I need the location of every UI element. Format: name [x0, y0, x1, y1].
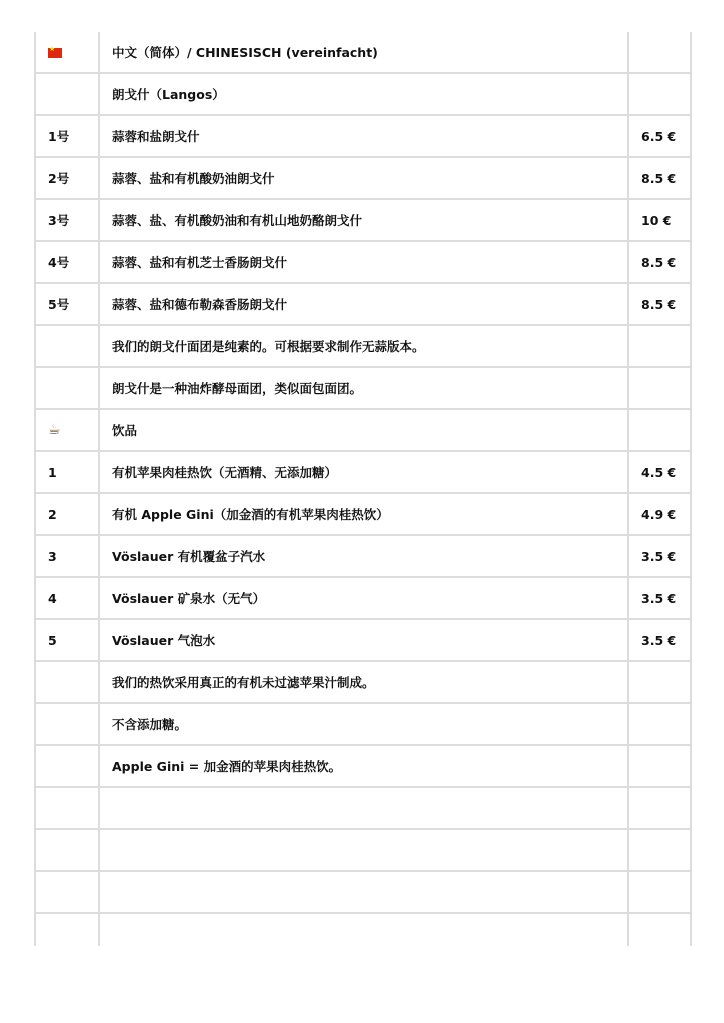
number-cell: 5: [35, 619, 99, 661]
table-row: [35, 577, 691, 619]
item-cell: Vöslauer 气泡水: [99, 619, 628, 661]
table-row: [35, 283, 691, 325]
note-cell: 不含添加糖。: [99, 703, 628, 745]
number-cell: 2: [35, 493, 99, 535]
number-cell: 2号: [35, 157, 99, 199]
table-row: [35, 535, 691, 577]
table-row: [35, 32, 691, 73]
price-cell: 3.5 €: [628, 535, 691, 577]
number-cell: [35, 745, 99, 787]
number-cell: 5号: [35, 283, 99, 325]
price-cell: [628, 829, 691, 871]
table-row: [35, 745, 691, 787]
item-cell: 蒜蓉、盐和德布勒森香肠朗戈什: [99, 283, 628, 325]
item-cell: 蒜蓉和盐朗戈什: [99, 115, 628, 157]
number-cell: [35, 73, 99, 115]
table-row: [35, 703, 691, 745]
table-row: [35, 451, 691, 493]
number-cell: 4: [35, 577, 99, 619]
number-cell: [35, 829, 99, 871]
price-cell: 4.5 €: [628, 451, 691, 493]
price-cell: 8.5 €: [628, 157, 691, 199]
number-cell: [35, 661, 99, 703]
empty-row: [35, 913, 691, 946]
item-cell: [99, 913, 628, 946]
price-cell: [628, 325, 691, 367]
price-cell: 3.5 €: [628, 619, 691, 661]
number-cell: [35, 325, 99, 367]
price-cell: [628, 787, 691, 829]
price-cell: 6.5 €: [628, 115, 691, 157]
number-cell: [35, 871, 99, 913]
price-cell: [628, 409, 691, 451]
item-cell: 有机苹果肉桂热饮（无酒精、无添加糖）: [99, 451, 628, 493]
item-cell: 蒜蓉、盐和有机芝士香肠朗戈什: [99, 241, 628, 283]
price-cell: 8.5 €: [628, 283, 691, 325]
number-cell: 1: [35, 451, 99, 493]
price-cell: [628, 703, 691, 745]
number-cell: [35, 787, 99, 829]
table-row: [35, 661, 691, 703]
note-cell: 我们的朗戈什面团是纯素的。可根据要求制作无蒜版本。: [99, 325, 628, 367]
table-row: [35, 493, 691, 535]
number-cell: [35, 913, 99, 946]
price-cell: 3.5 €: [628, 577, 691, 619]
price-cell: 8.5 €: [628, 241, 691, 283]
number-cell: 4号: [35, 241, 99, 283]
flag-cell: [35, 32, 99, 73]
item-cell: [99, 871, 628, 913]
item-cell: 蒜蓉、盐和有机酸奶油朗戈什: [99, 157, 628, 199]
price-cell: [628, 745, 691, 787]
section-heading: 朗戈什（Langos）: [99, 73, 628, 115]
price-cell: [628, 871, 691, 913]
table-row: [35, 241, 691, 283]
price-cell: [628, 32, 691, 73]
flag-cn-icon: [48, 48, 62, 58]
table-row: [35, 325, 691, 367]
table-row: [35, 157, 691, 199]
section-heading: 饮品: [99, 409, 628, 451]
item-cell: 中文（简体）/ CHINESISCH (vereinfacht): [99, 32, 628, 73]
icon-cell: [35, 409, 99, 451]
price-cell: 4.9 €: [628, 493, 691, 535]
empty-row: [35, 829, 691, 871]
number-cell: 1号: [35, 115, 99, 157]
table-row: [35, 199, 691, 241]
item-cell: 蒜蓉、盐、有机酸奶油和有机山地奶酪朗戈什: [99, 199, 628, 241]
item-cell: Vöslauer 有机覆盆子汽水: [99, 535, 628, 577]
number-cell: [35, 367, 99, 409]
number-cell: [35, 703, 99, 745]
price-cell: [628, 661, 691, 703]
number-cell: 3: [35, 535, 99, 577]
number-cell: 3号: [35, 199, 99, 241]
table-row: [35, 73, 691, 115]
coffee-cup-icon: ☕: [48, 422, 61, 438]
price-cell: 10 €: [628, 199, 691, 241]
price-cell: [628, 913, 691, 946]
table-row: [35, 115, 691, 157]
price-cell: [628, 367, 691, 409]
note-cell: 我们的热饮采用真正的有机未过滤苹果汁制成。: [99, 661, 628, 703]
item-cell: [99, 829, 628, 871]
note-cell: 朗戈什是一种油炸酵母面团，类似面包面团。: [99, 367, 628, 409]
price-cell: [628, 73, 691, 115]
table-row: [35, 619, 691, 661]
item-cell: 有机 Apple Gini（加金酒的有机苹果肉桂热饮）: [99, 493, 628, 535]
empty-row: [35, 787, 691, 829]
menu-table: [34, 32, 692, 946]
note-cell: Apple Gini = 加金酒的苹果肉桂热饮。: [99, 745, 628, 787]
item-cell: Vöslauer 矿泉水（无气）: [99, 577, 628, 619]
table-row: [35, 367, 691, 409]
empty-row: [35, 871, 691, 913]
item-cell: [99, 787, 628, 829]
table-row: [35, 409, 691, 451]
